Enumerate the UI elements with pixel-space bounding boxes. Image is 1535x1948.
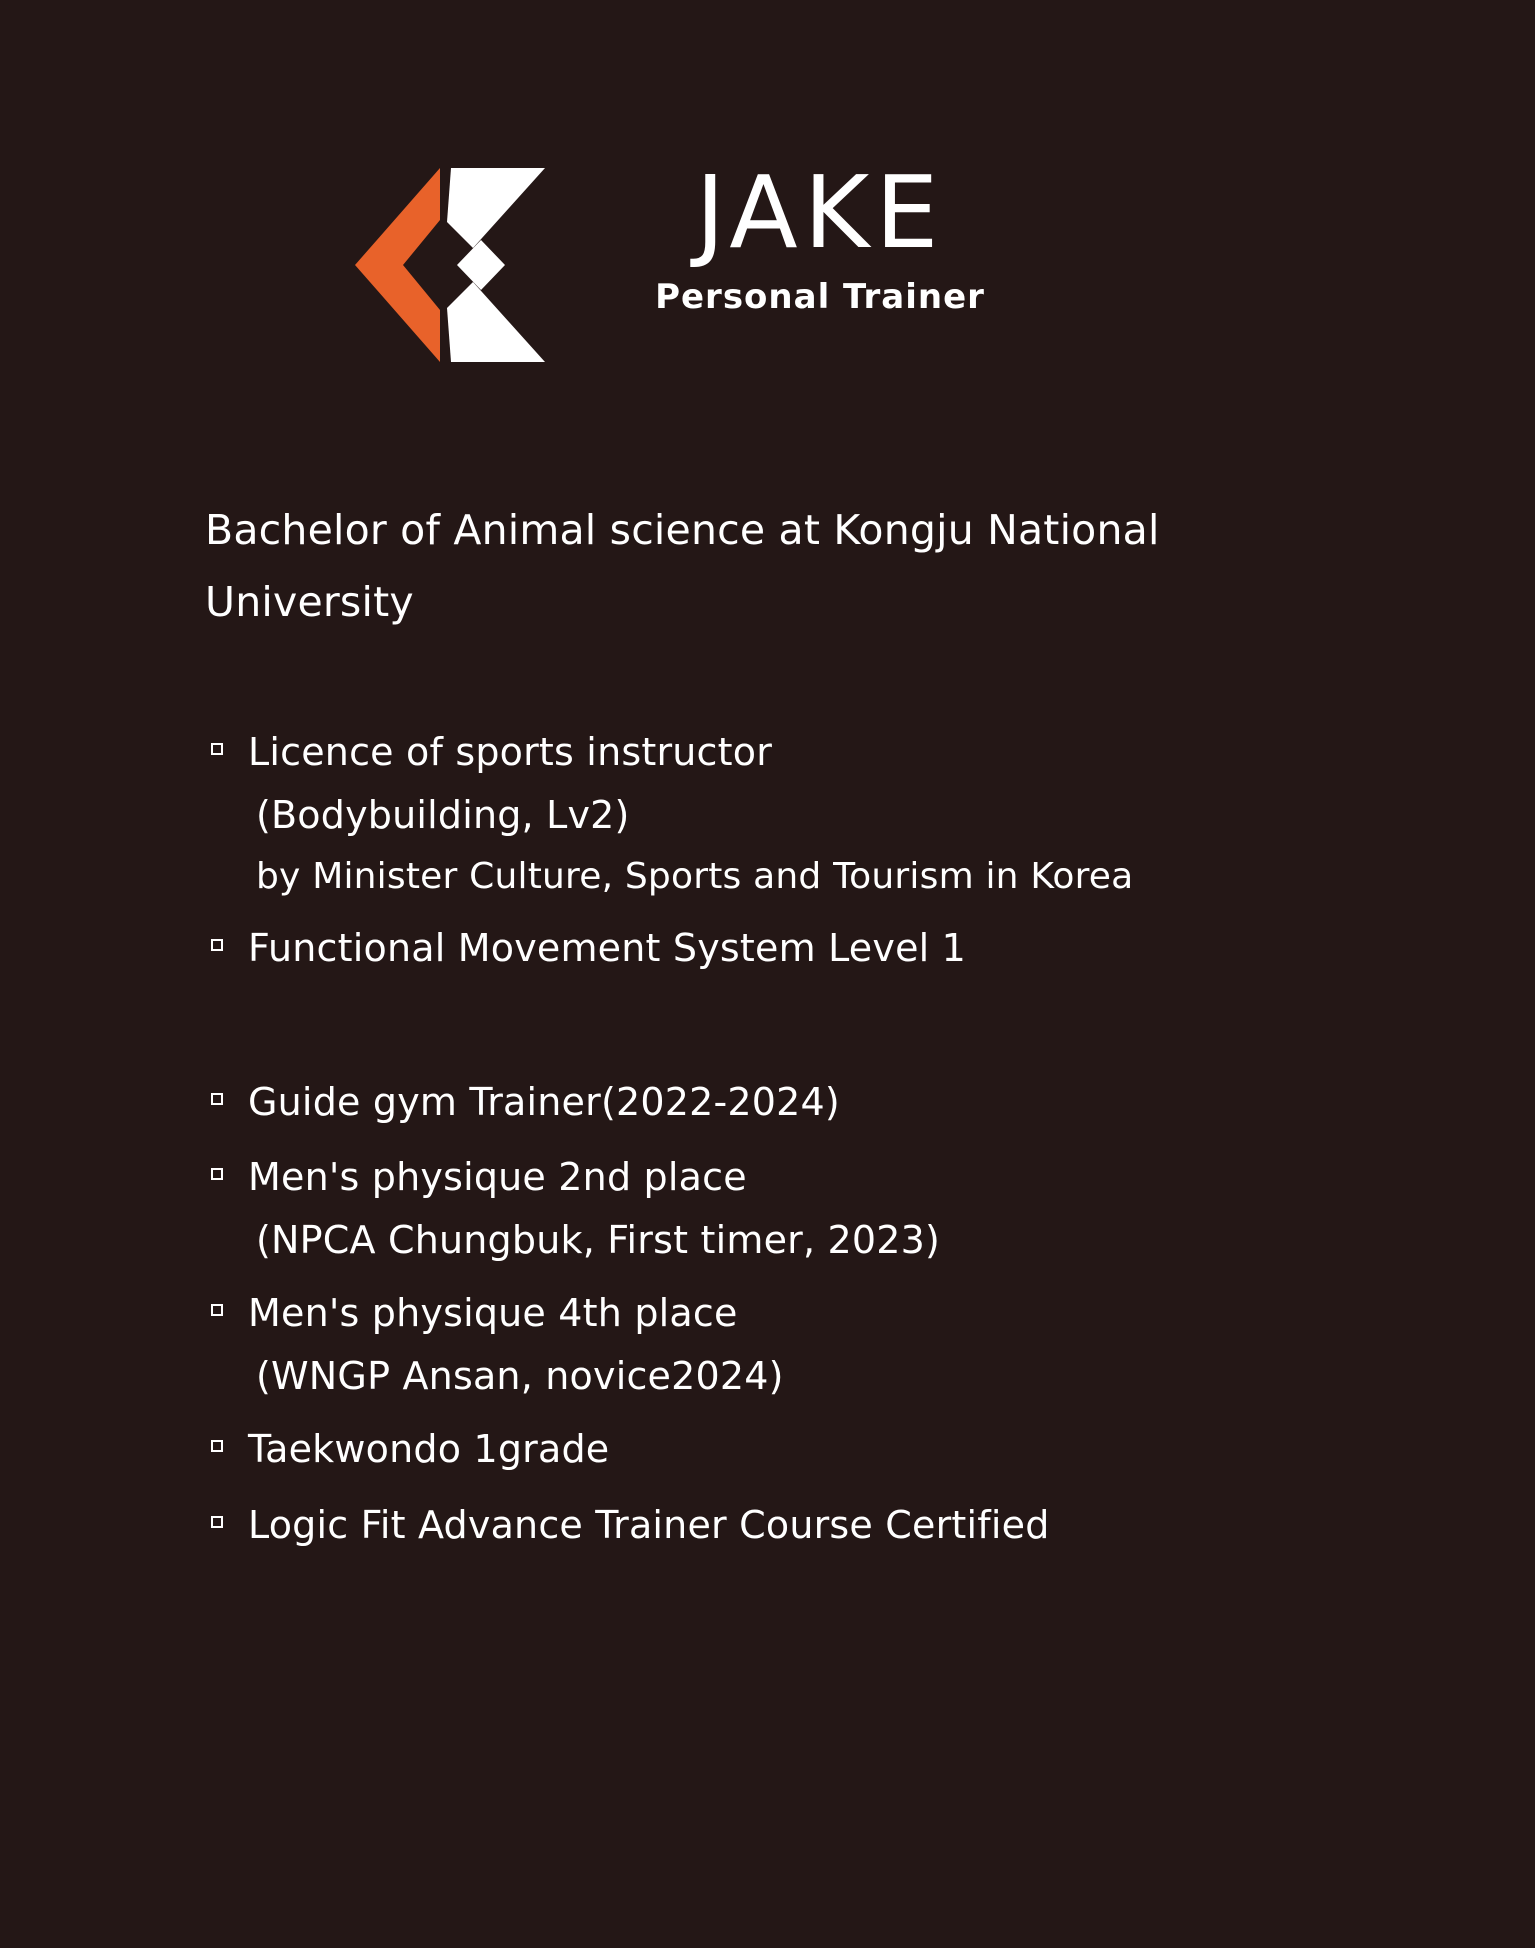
list-item-line1: Guide gym Trainer(2022-2024) <box>248 1079 840 1124</box>
list-item-line1: Licence of sports instructor <box>248 729 773 774</box>
list-item <box>205 1150 1405 1266</box>
brand-text <box>645 154 995 317</box>
list-item-line2: (NPCA Chungbuk, First timer, 2023) <box>256 1217 941 1262</box>
list-item <box>205 1498 1405 1553</box>
list-item-line3: by Minister Culture, Sports and Tourism in Korea <box>256 855 1134 897</box>
certifications-list <box>205 725 1405 977</box>
list-item-line1: Men's physique 4th place <box>248 1291 738 1336</box>
list-item-line1: Functional Movement System Level 1 <box>248 926 967 971</box>
square-bullet-icon <box>211 1304 223 1316</box>
brand-subtitle: Personal Trainer <box>655 277 985 317</box>
list-item <box>205 725 1405 902</box>
list-item-line1: Men's physique 2nd place <box>248 1154 747 1199</box>
list-item-line2: (Bodybuilding, Lv2) <box>256 792 630 837</box>
list-item <box>205 1075 1405 1130</box>
education-headline: Bachelor of Animal science at Kongju National University <box>205 506 1160 626</box>
square-bullet-icon <box>211 939 223 951</box>
profile-content <box>205 495 1405 1573</box>
list-item <box>205 921 1405 976</box>
brand-name: JAKE <box>695 154 945 271</box>
square-bullet-icon <box>211 1093 223 1105</box>
list-item-line2: (WNGP Ansan, novice2024) <box>256 1354 784 1399</box>
square-bullet-icon <box>211 1168 223 1180</box>
brand-header <box>355 154 995 380</box>
square-bullet-icon <box>211 1516 223 1528</box>
square-bullet-icon <box>211 743 223 755</box>
square-bullet-icon <box>211 1440 223 1452</box>
experience-list <box>205 1075 1405 1553</box>
spacer <box>205 639 1405 725</box>
list-item-line1: Logic Fit Advance Trainer Course Certified <box>248 1502 1050 1547</box>
list-item-line1: Taekwondo 1grade <box>248 1427 610 1472</box>
list-item <box>205 1422 1405 1477</box>
list-item <box>205 1286 1405 1402</box>
spacer <box>205 997 1405 1075</box>
jake-chevron-diamond-logo-icon <box>355 160 555 370</box>
